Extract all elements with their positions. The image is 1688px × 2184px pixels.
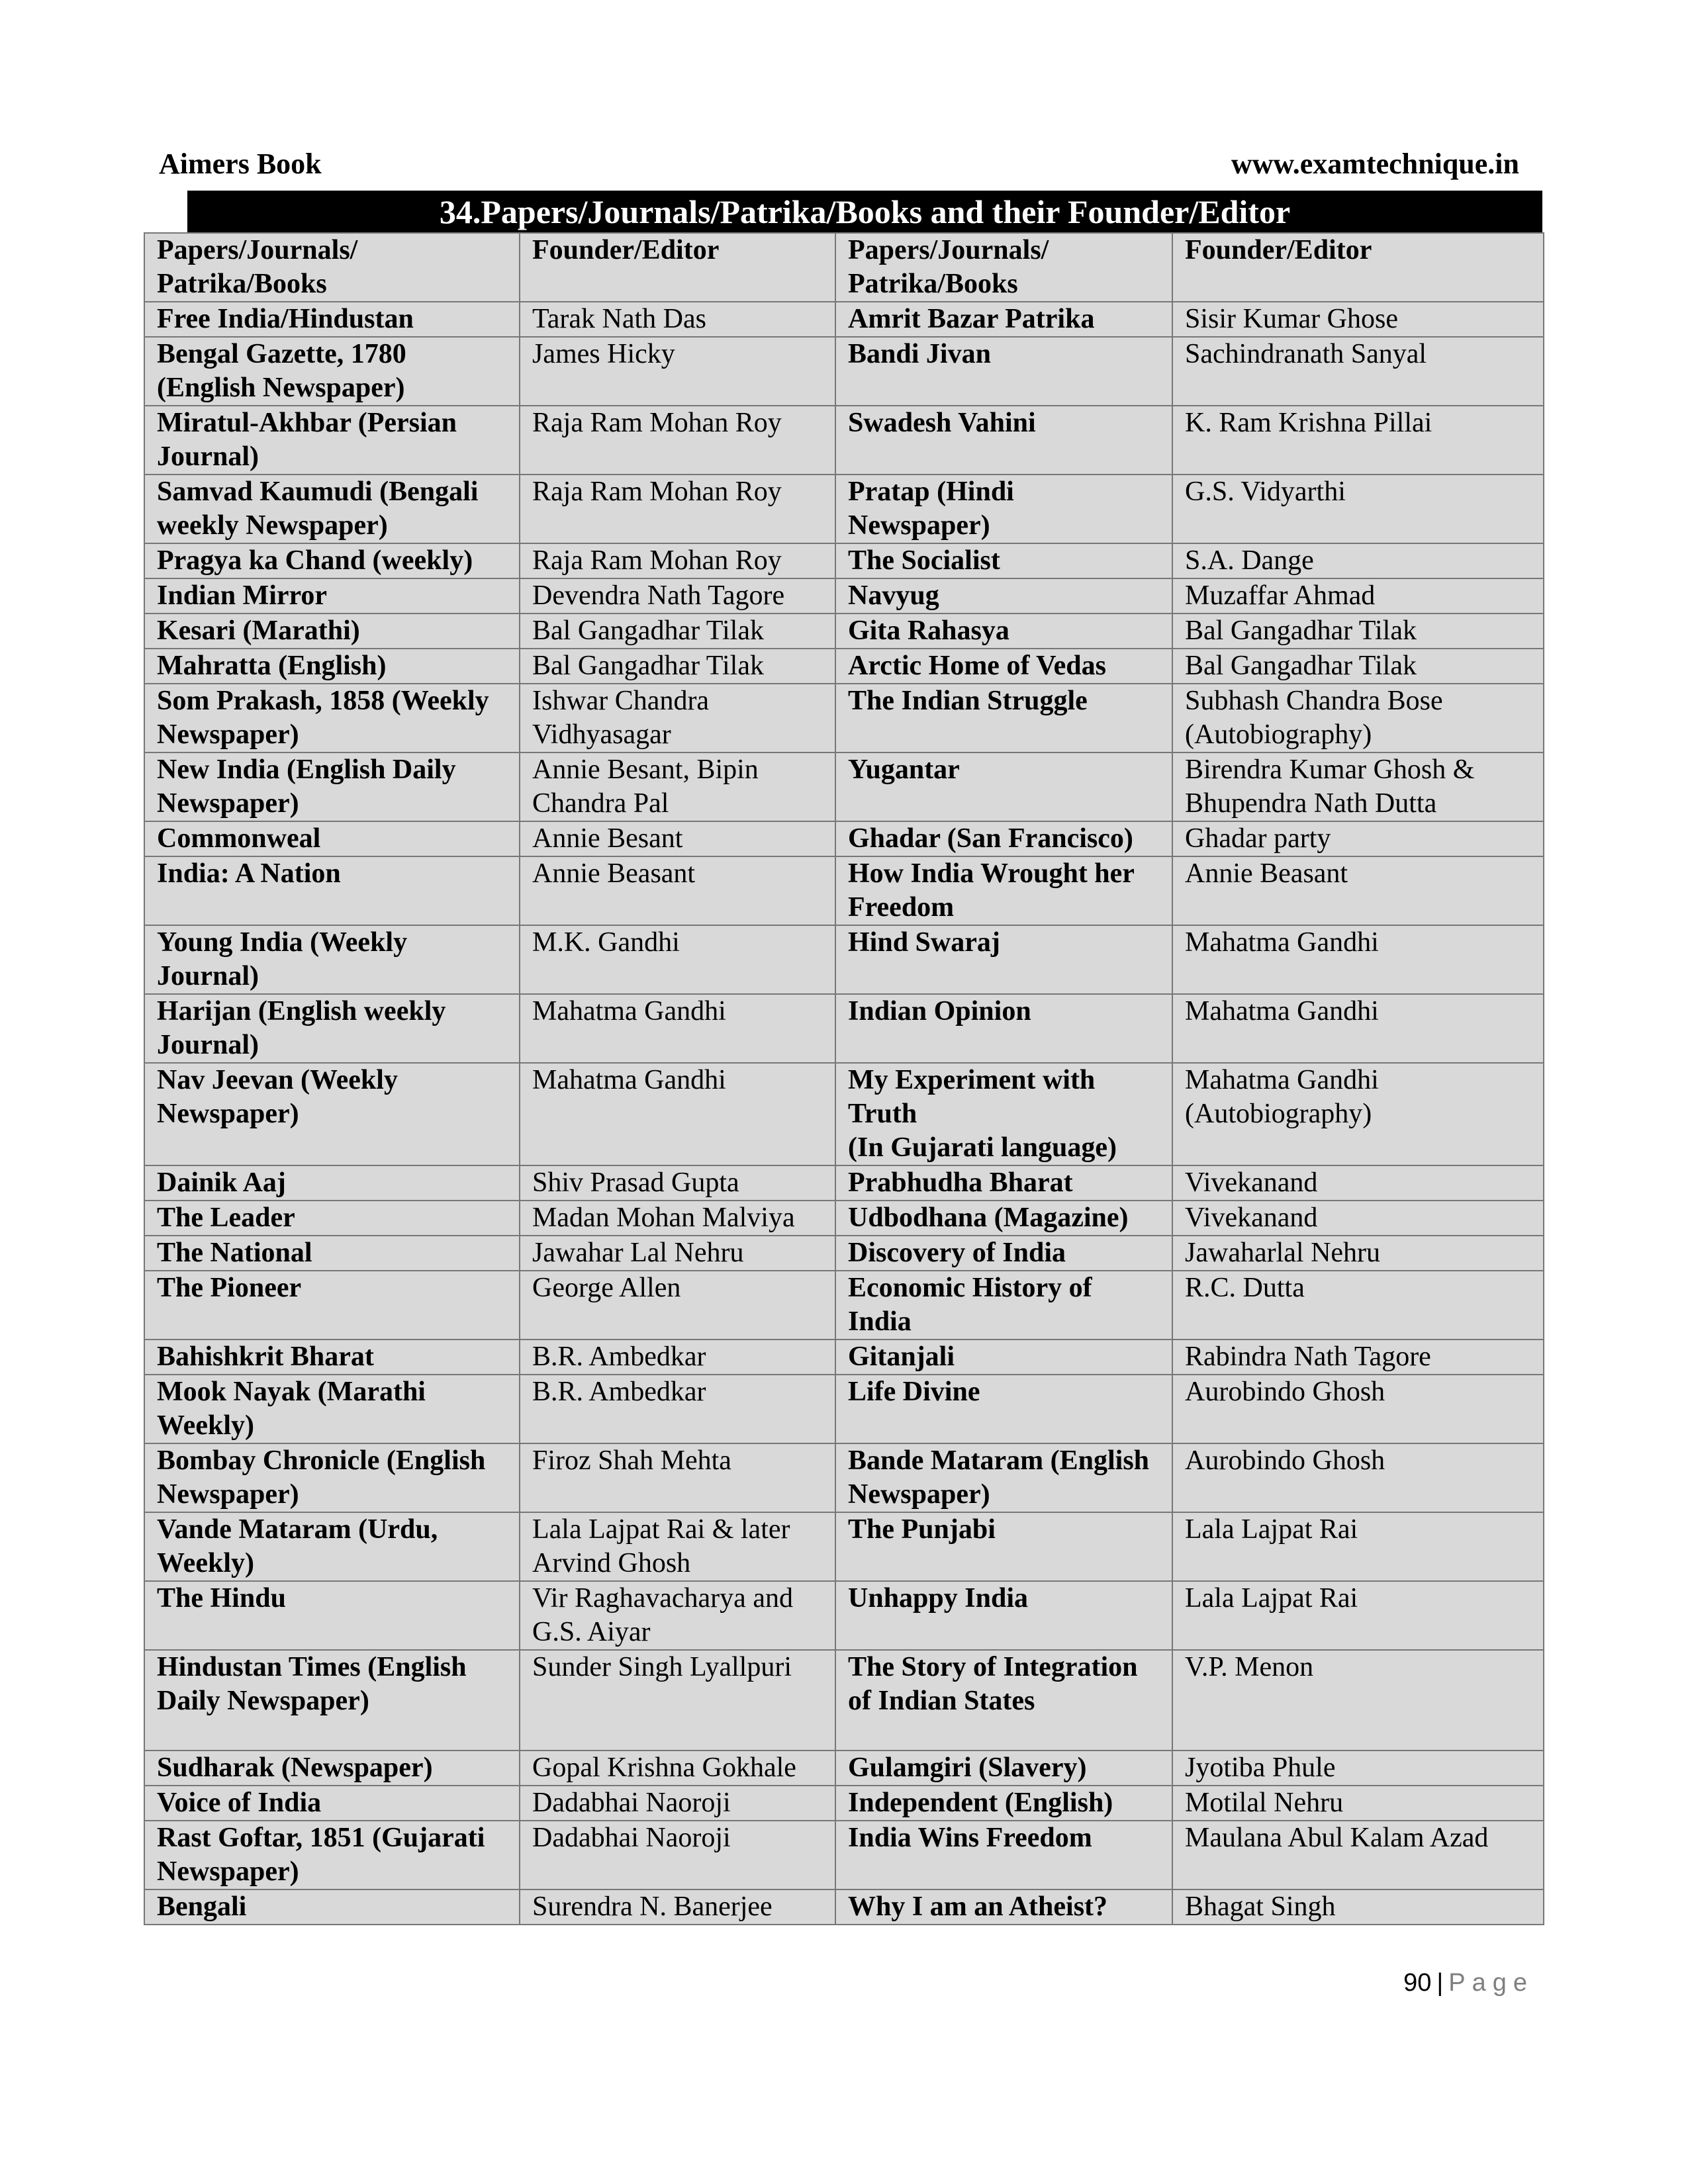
section-title: 34.Papers/Journals/Patrika/Books and their Founder/Editor bbox=[187, 191, 1542, 232]
founder-name-right: Vivekanand bbox=[1172, 1165, 1544, 1201]
paper-name-right: Gita Rahasya bbox=[835, 614, 1172, 649]
table-header-row bbox=[144, 233, 1544, 302]
paper-name-right: Amrit Bazar Patrika bbox=[835, 302, 1172, 337]
column-header-papers-right: Papers/Journals/ Patrika/Books bbox=[835, 233, 1172, 302]
founder-name-right: Jawaharlal Nehru bbox=[1172, 1236, 1544, 1271]
founder-name-left: Dadabhai Naoroji bbox=[520, 1786, 835, 1821]
paper-name-left: The Hindu bbox=[144, 1581, 520, 1650]
table-row bbox=[144, 1443, 1544, 1512]
table-row bbox=[144, 649, 1544, 684]
page-number: 90 bbox=[1403, 1969, 1432, 1997]
paper-name-right: Udbodhana (Magazine) bbox=[835, 1201, 1172, 1236]
founder-name-left: Mahatma Gandhi bbox=[520, 1063, 835, 1165]
paper-name-left: Bengali bbox=[144, 1889, 520, 1925]
founder-name-left: Raja Ram Mohan Roy bbox=[520, 543, 835, 578]
paper-name-left: India: A Nation bbox=[144, 856, 520, 925]
founder-name-left: Bal Gangadhar Tilak bbox=[520, 649, 835, 684]
paper-name-left: Sudharak (Newspaper) bbox=[144, 1751, 520, 1786]
paper-name-left: Mook Nayak (Marathi Weekly) bbox=[144, 1375, 520, 1443]
founder-name-right: Maulana Abul Kalam Azad bbox=[1172, 1821, 1544, 1889]
founder-name-right: Ghadar party bbox=[1172, 821, 1544, 856]
table-row bbox=[144, 752, 1544, 821]
founder-name-left: Jawahar Lal Nehru bbox=[520, 1236, 835, 1271]
founder-name-right: Mahatma Gandhi bbox=[1172, 994, 1544, 1063]
table-row bbox=[144, 475, 1544, 543]
paper-name-right: My Experiment with Truth (In Gujarati language) bbox=[835, 1063, 1172, 1165]
founder-name-left: Annie Beasant bbox=[520, 856, 835, 925]
table-row bbox=[144, 821, 1544, 856]
table-row bbox=[144, 1889, 1544, 1925]
founder-name-left: Annie Besant, Bipin Chandra Pal bbox=[520, 752, 835, 821]
founder-name-left: Bal Gangadhar Tilak bbox=[520, 614, 835, 649]
founder-name-right: Motilal Nehru bbox=[1172, 1786, 1544, 1821]
founder-name-right: Aurobindo Ghosh bbox=[1172, 1443, 1544, 1512]
founder-name-right: Birendra Kumar Ghosh & Bhupendra Nath Dutta bbox=[1172, 752, 1544, 821]
paper-name-left: Bombay Chronicle (English Newspaper) bbox=[144, 1443, 520, 1512]
paper-name-right: How India Wrought her Freedom bbox=[835, 856, 1172, 925]
founder-name-left: M.K. Gandhi bbox=[520, 925, 835, 994]
paper-name-right: The Punjabi bbox=[835, 1512, 1172, 1581]
column-header-papers-left: Papers/Journals/ Patrika/Books bbox=[144, 233, 520, 302]
paper-name-left: Hindustan Times (English Daily Newspaper) bbox=[144, 1650, 520, 1751]
founder-name-left: Raja Ram Mohan Roy bbox=[520, 406, 835, 475]
paper-name-left: Nav Jeevan (Weekly Newspaper) bbox=[144, 1063, 520, 1165]
paper-name-right: Discovery of India bbox=[835, 1236, 1172, 1271]
table-body bbox=[144, 233, 1544, 1925]
founder-name-left: Dadabhai Naoroji bbox=[520, 1821, 835, 1889]
table-row bbox=[144, 1512, 1544, 1581]
paper-name-right: Life Divine bbox=[835, 1375, 1172, 1443]
paper-name-right: Economic History of India bbox=[835, 1271, 1172, 1340]
founder-name-left: Firoz Shah Mehta bbox=[520, 1443, 835, 1512]
founder-name-right: Rabindra Nath Tagore bbox=[1172, 1340, 1544, 1375]
paper-name-right: Prabhudha Bharat bbox=[835, 1165, 1172, 1201]
paper-name-right: The Socialist bbox=[835, 543, 1172, 578]
founder-name-left: Annie Besant bbox=[520, 821, 835, 856]
table-row bbox=[144, 925, 1544, 994]
founder-name-right: Subhash Chandra Bose (Autobiography) bbox=[1172, 684, 1544, 752]
table-row bbox=[144, 1201, 1544, 1236]
table-row bbox=[144, 614, 1544, 649]
paper-name-left: Dainik Aaj bbox=[144, 1165, 520, 1201]
paper-name-right: Ghadar (San Francisco) bbox=[835, 821, 1172, 856]
founder-name-right: Jyotiba Phule bbox=[1172, 1751, 1544, 1786]
paper-name-right: Bande Mataram (English Newspaper) bbox=[835, 1443, 1172, 1512]
paper-name-left: Vande Mataram (Urdu, Weekly) bbox=[144, 1512, 520, 1581]
paper-name-right: India Wins Freedom bbox=[835, 1821, 1172, 1889]
founder-name-right: Bal Gangadhar Tilak bbox=[1172, 649, 1544, 684]
founder-name-left: Shiv Prasad Gupta bbox=[520, 1165, 835, 1201]
founder-name-left: Ishwar Chandra Vidhyasagar bbox=[520, 684, 835, 752]
founder-name-right: Muzaffar Ahmad bbox=[1172, 578, 1544, 614]
table-row bbox=[144, 543, 1544, 578]
founder-name-left: Vir Raghavacharya and G.S. Aiyar bbox=[520, 1581, 835, 1650]
table-row bbox=[144, 406, 1544, 475]
paper-name-left: Commonweal bbox=[144, 821, 520, 856]
founder-name-right: Sachindranath Sanyal bbox=[1172, 337, 1544, 406]
paper-name-right: Arctic Home of Vedas bbox=[835, 649, 1172, 684]
paper-name-right: Navyug bbox=[835, 578, 1172, 614]
paper-name-left: The Leader bbox=[144, 1201, 520, 1236]
paper-name-right: Independent (English) bbox=[835, 1786, 1172, 1821]
table-row bbox=[144, 1650, 1544, 1751]
table-row bbox=[144, 1165, 1544, 1201]
paper-name-left: Bahishkrit Bharat bbox=[144, 1340, 520, 1375]
paper-name-left: Harijan (English weekly Journal) bbox=[144, 994, 520, 1063]
table-row bbox=[144, 302, 1544, 337]
founder-name-left: Surendra N. Banerjee bbox=[520, 1889, 835, 1925]
table-row bbox=[144, 684, 1544, 752]
header-website: www.examtechnique.in bbox=[1231, 148, 1519, 180]
founder-name-left: James Hicky bbox=[520, 337, 835, 406]
paper-name-left: Rast Goftar, 1851 (Gujarati Newspaper) bbox=[144, 1821, 520, 1889]
table-row bbox=[144, 1063, 1544, 1165]
founder-name-right: Mahatma Gandhi (Autobiography) bbox=[1172, 1063, 1544, 1165]
paper-name-right: Pratap (Hindi Newspaper) bbox=[835, 475, 1172, 543]
table-row bbox=[144, 337, 1544, 406]
table-row bbox=[144, 994, 1544, 1063]
table-row bbox=[144, 1581, 1544, 1650]
paper-name-right: Yugantar bbox=[835, 752, 1172, 821]
founder-name-right: K. Ram Krishna Pillai bbox=[1172, 406, 1544, 475]
founder-name-right: Lala Lajpat Rai bbox=[1172, 1512, 1544, 1581]
column-header-founder-right: Founder/Editor bbox=[1172, 233, 1544, 302]
founder-name-right: Vivekanand bbox=[1172, 1201, 1544, 1236]
paper-name-left: Bengal Gazette, 1780 (English Newspaper) bbox=[144, 337, 520, 406]
founder-name-right: Annie Beasant bbox=[1172, 856, 1544, 925]
founder-name-left: Devendra Nath Tagore bbox=[520, 578, 835, 614]
founder-name-right: G.S. Vidyarthi bbox=[1172, 475, 1544, 543]
paper-name-right: The Story of Integration of Indian States bbox=[835, 1650, 1172, 1751]
founder-name-right: V.P. Menon bbox=[1172, 1650, 1544, 1751]
founder-name-left: George Allen bbox=[520, 1271, 835, 1340]
paper-name-right: The Indian Struggle bbox=[835, 684, 1172, 752]
founder-name-right: Mahatma Gandhi bbox=[1172, 925, 1544, 994]
paper-name-left: Pragya ka Chand (weekly) bbox=[144, 543, 520, 578]
paper-name-left: Indian Mirror bbox=[144, 578, 520, 614]
column-header-founder-left: Founder/Editor bbox=[520, 233, 835, 302]
table-row bbox=[144, 1340, 1544, 1375]
founder-name-right: Lala Lajpat Rai bbox=[1172, 1581, 1544, 1650]
paper-name-right: Why I am an Atheist? bbox=[835, 1889, 1172, 1925]
paper-name-left: Kesari (Marathi) bbox=[144, 614, 520, 649]
paper-name-left: The Pioneer bbox=[144, 1271, 520, 1340]
paper-name-right: Gulamgiri (Slavery) bbox=[835, 1751, 1172, 1786]
paper-name-right: Indian Opinion bbox=[835, 994, 1172, 1063]
page-footer bbox=[1403, 1969, 1534, 1997]
header-book-name: Aimers Book bbox=[159, 148, 322, 180]
founder-name-right: S.A. Dange bbox=[1172, 543, 1544, 578]
papers-founders-table bbox=[144, 232, 1544, 1925]
table-row bbox=[144, 1751, 1544, 1786]
table-row bbox=[144, 578, 1544, 614]
founder-name-left: Mahatma Gandhi bbox=[520, 994, 835, 1063]
founder-name-left: Gopal Krishna Gokhale bbox=[520, 1751, 835, 1786]
founder-name-right: R.C. Dutta bbox=[1172, 1271, 1544, 1340]
founder-name-left: Raja Ram Mohan Roy bbox=[520, 475, 835, 543]
paper-name-left: Som Prakash, 1858 (Weekly Newspaper) bbox=[144, 684, 520, 752]
founder-name-left: B.R. Ambedkar bbox=[520, 1375, 835, 1443]
paper-name-right: Unhappy India bbox=[835, 1581, 1172, 1650]
page-label: Page bbox=[1448, 1969, 1534, 1997]
paper-name-left: The National bbox=[144, 1236, 520, 1271]
table-row bbox=[144, 1271, 1544, 1340]
founder-name-right: Bal Gangadhar Tilak bbox=[1172, 614, 1544, 649]
paper-name-left: Free India/Hindustan bbox=[144, 302, 520, 337]
paper-name-right: Gitanjali bbox=[835, 1340, 1172, 1375]
founder-name-left: Madan Mohan Malviya bbox=[520, 1201, 835, 1236]
paper-name-right: Hind Swaraj bbox=[835, 925, 1172, 994]
founder-name-left: B.R. Ambedkar bbox=[520, 1340, 835, 1375]
paper-name-left: Young India (Weekly Journal) bbox=[144, 925, 520, 994]
founder-name-left: Tarak Nath Das bbox=[520, 302, 835, 337]
table-row bbox=[144, 1821, 1544, 1889]
founder-name-left: Sunder Singh Lyallpuri bbox=[520, 1650, 835, 1751]
table-row bbox=[144, 1786, 1544, 1821]
founder-name-right: Sisir Kumar Ghose bbox=[1172, 302, 1544, 337]
paper-name-left: New India (English Daily Newspaper) bbox=[144, 752, 520, 821]
paper-name-left: Miratul-Akhbar (Persian Journal) bbox=[144, 406, 520, 475]
table-row bbox=[144, 1236, 1544, 1271]
founder-name-right: Bhagat Singh bbox=[1172, 1889, 1544, 1925]
table-row bbox=[144, 856, 1544, 925]
founder-name-right: Aurobindo Ghosh bbox=[1172, 1375, 1544, 1443]
paper-name-right: Bandi Jivan bbox=[835, 337, 1172, 406]
paper-name-left: Mahratta (English) bbox=[144, 649, 520, 684]
paper-name-left: Voice of India bbox=[144, 1786, 520, 1821]
paper-name-left: Samvad Kaumudi (Bengali weekly Newspaper) bbox=[144, 475, 520, 543]
footer-separator: | bbox=[1436, 1969, 1444, 1997]
paper-name-right: Swadesh Vahini bbox=[835, 406, 1172, 475]
founder-name-left: Lala Lajpat Rai & later Arvind Ghosh bbox=[520, 1512, 835, 1581]
table-row bbox=[144, 1375, 1544, 1443]
